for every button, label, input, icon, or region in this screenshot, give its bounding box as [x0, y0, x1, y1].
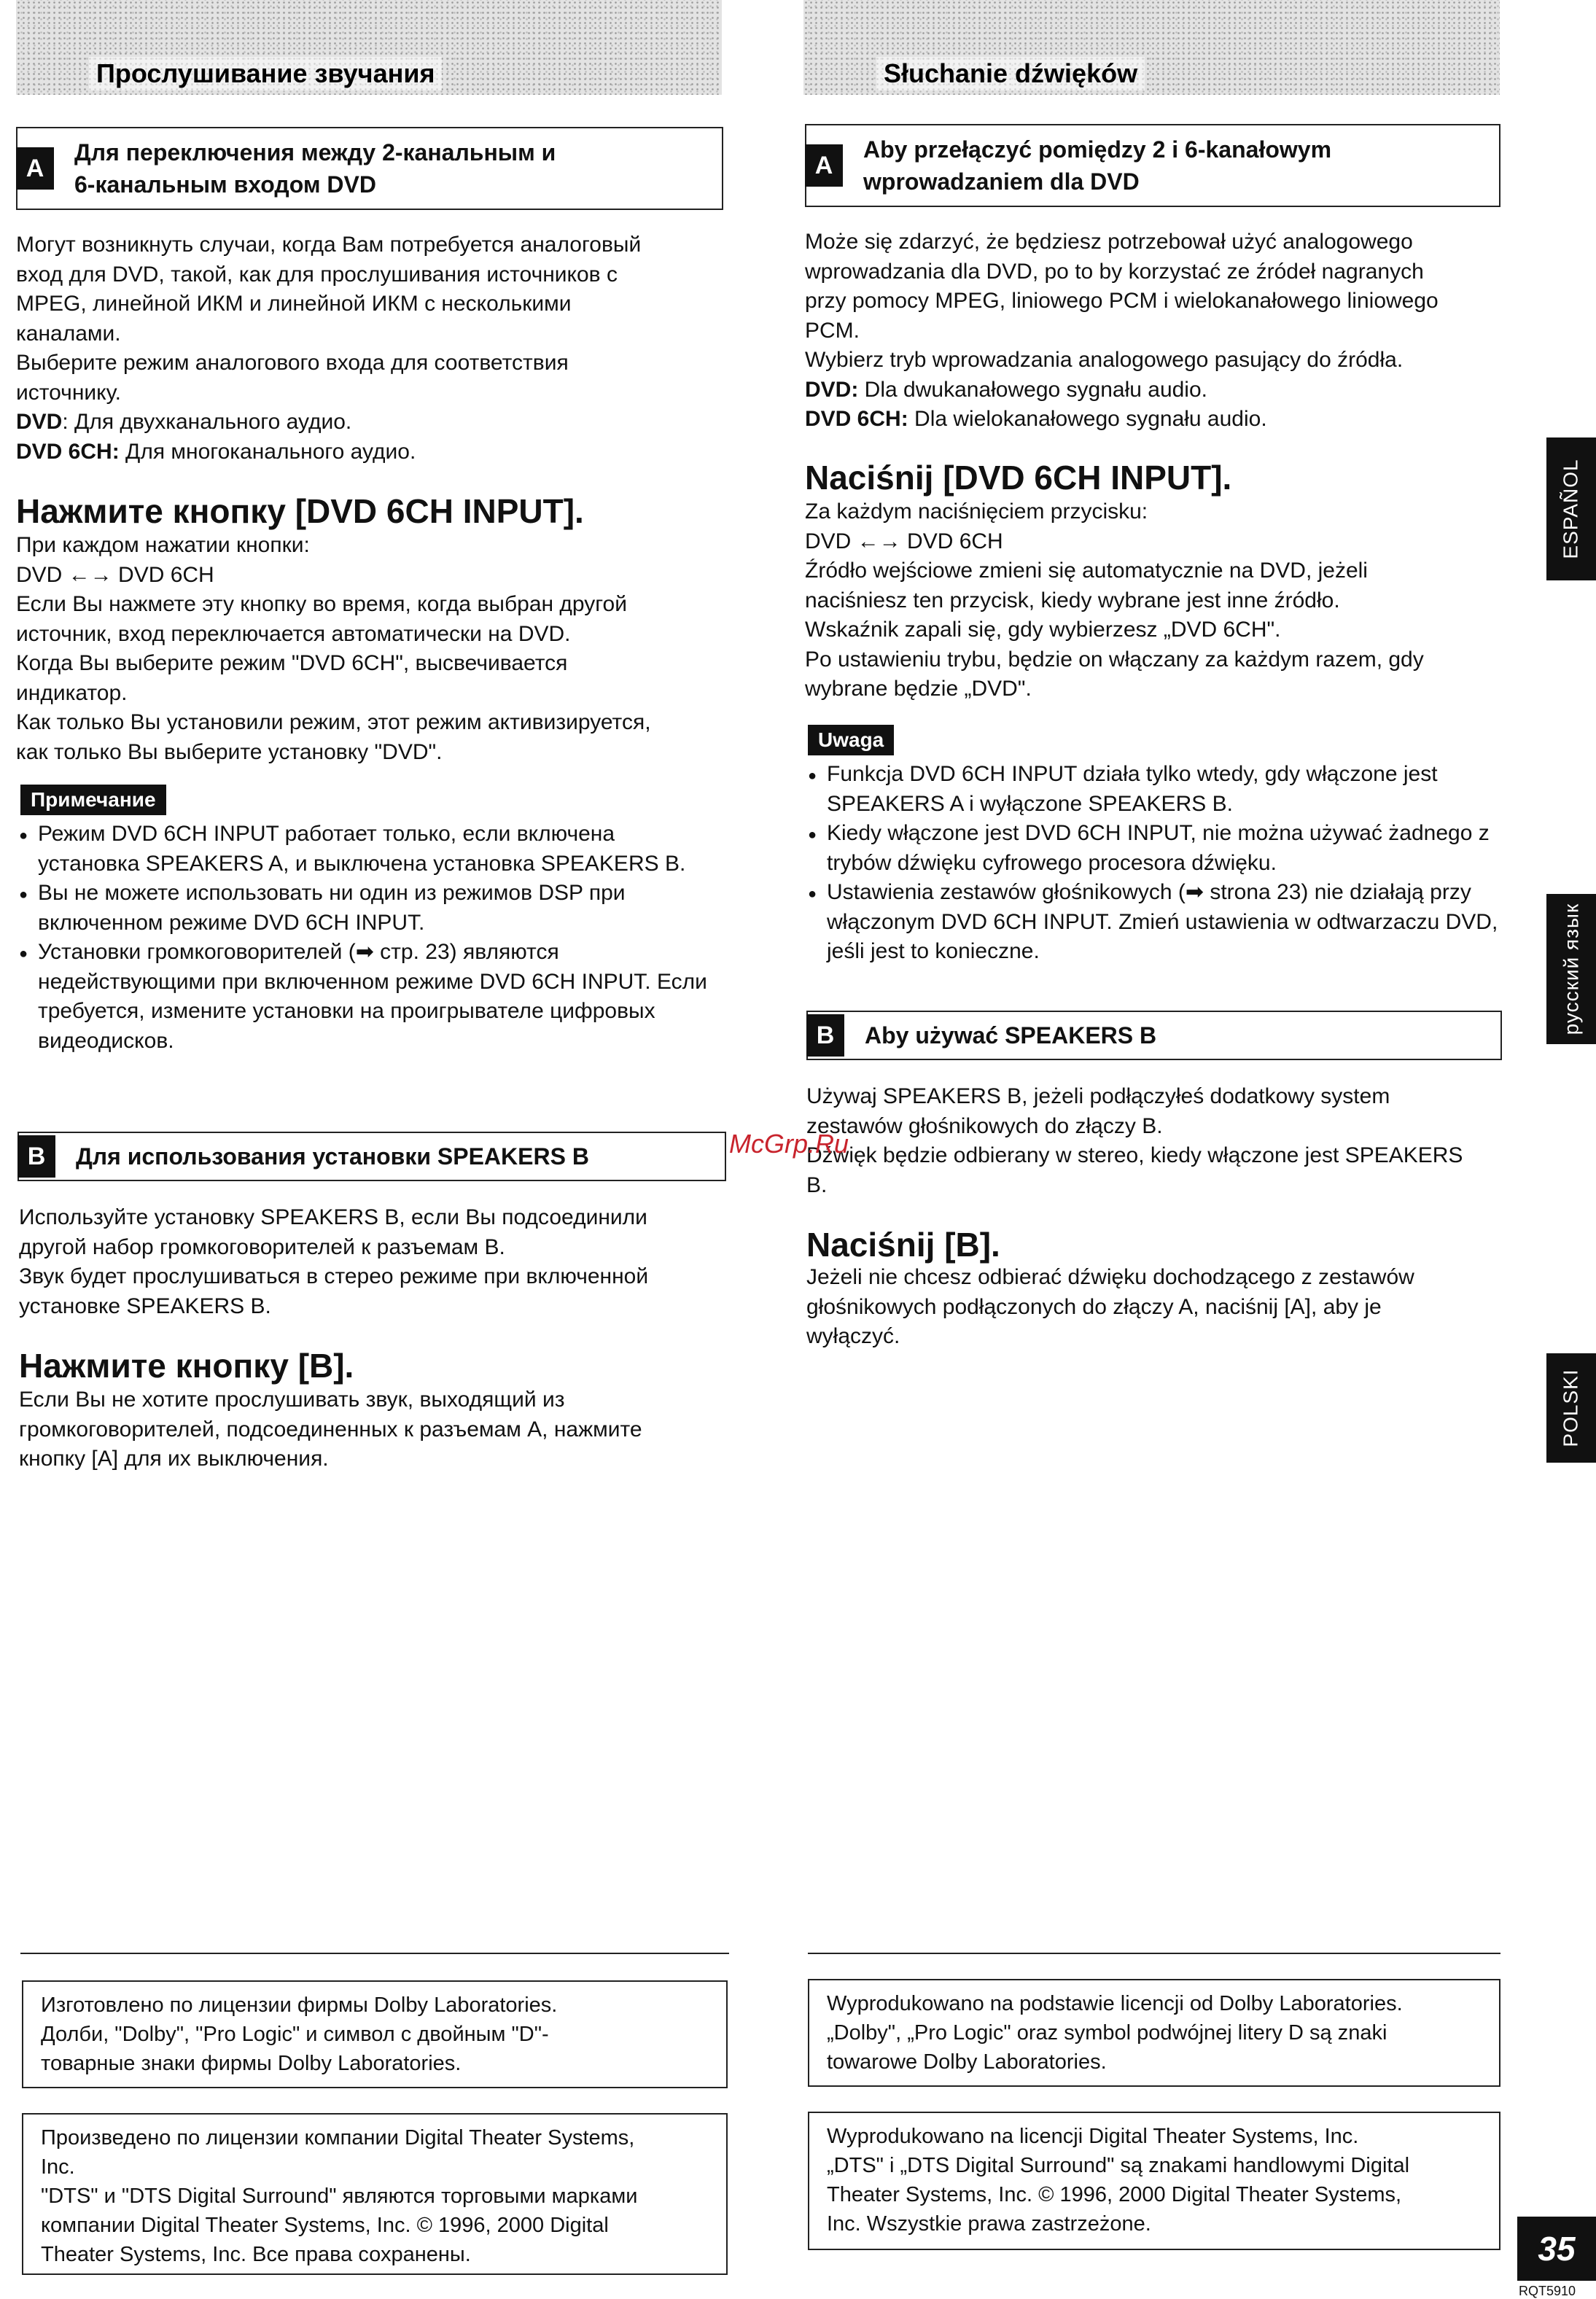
right-section-a-intro [805, 227, 1501, 435]
page-number: 35 [1517, 2217, 1596, 2281]
right-section-a-body [805, 497, 1501, 704]
list-item: ● Kiedy włączone jest DVD 6CH INPUT, nie można używać żadnego z trybów dźwięku cyfrowego procesora dźwięku. [805, 819, 1501, 878]
side-tab-espanol-label: ESPAÑOL [1560, 459, 1583, 559]
left-header-title: Прослушивание звучания [89, 57, 442, 90]
left-legal-dts [22, 2113, 728, 2275]
text-line: B. [806, 1172, 828, 1197]
text-line: кнопку [A] для их выключения. [19, 1447, 329, 1471]
text-line: Долби, "Dolby", "Pro Logic" и символ с двойным "D"- [41, 2023, 549, 2046]
text-line: установке SPEAKERS B. [19, 1294, 271, 1318]
left-section-a-box [16, 127, 723, 210]
text-line: "DTS" и "DTS Digital Surround" являются торговыми марками [41, 2185, 638, 2208]
text-line: другой набор громкоговорителей к разъемам B. [19, 1234, 505, 1259]
right-section-a-title [843, 133, 1331, 198]
text-line: Jeżeli nie chcesz odbierać dźwięku dochodzącego z zestawów [806, 1265, 1414, 1289]
right-section-b-letter: B [806, 1014, 844, 1057]
text-line: wprowadzania dla DVD, po to by korzystać ze źródeł nagranych [805, 259, 1424, 284]
left-section-b-box [17, 1132, 726, 1181]
left-dvd-label: DVD [16, 410, 63, 434]
right-header-title: Słuchanie dźwięków [876, 57, 1145, 90]
right-separator [808, 1953, 1500, 1954]
text-line: Za każdym naciśnięciem przycisku: [805, 499, 1148, 524]
left-header-band [16, 0, 722, 95]
left-notes-list [16, 820, 722, 1056]
right-toggle-line [805, 527, 1501, 557]
left-dvd-line [16, 408, 722, 437]
text-line: Когда Вы выберите режим "DVD 6CH", высвечивается [16, 651, 568, 675]
text-line: zestawów głośnikowych do złączy B. [806, 1113, 1163, 1138]
right-section-b-box [806, 1011, 1502, 1060]
text-line: wyłączyć. [806, 1324, 900, 1348]
side-tab-russian [1546, 894, 1596, 1044]
right-section-a-box [805, 124, 1500, 207]
toggle-b: DVD 6CH [907, 529, 1003, 553]
text-line: Źródło wejściowe zmieni się automatycznie na DVD, jeżeli [805, 559, 1368, 583]
text-line: компании Digital Theater Systems, Inc. © 1996, 2000 Digital [41, 2214, 609, 2237]
text-line: Если Вы не хотите прослушивать звук, выходящий из [19, 1388, 565, 1412]
text-line: товарные знаки фирмы Dolby Laboratories. [41, 2052, 462, 2075]
text-line: „DTS" i „DTS Digital Surround" są znakami handlowymi Digital [827, 2154, 1410, 2177]
text-line: Theater Systems, Inc. Все права сохранены. [41, 2243, 471, 2266]
text-line: towarowe Dolby Laboratories. [827, 2050, 1107, 2074]
text-line: источнику. [16, 380, 121, 405]
right-dvd6ch-text: Dla wielokanałowego sygnału audio. [908, 407, 1267, 431]
text-line: вход для DVD, такой, как для прослушивания источников с [16, 262, 618, 287]
right-note-badge: Uwaga [808, 725, 894, 755]
text-line: Изготовлено по лицензии фирмы Dolby Laboratories. [41, 1993, 558, 2017]
list-item: ● Режим DVD 6CH INPUT работает только, если включена установка SPEAKERS A, и выключена установка SPEAKERS B. [16, 820, 722, 879]
left-section-b-body [19, 1385, 725, 1474]
toggle-b: DVD 6CH [118, 562, 214, 587]
left-section-b-letter: B [17, 1135, 55, 1178]
list-item: ● Вы не можете использовать ни один из режимов DSP при включенном режиме DVD 6CH INPUT. [16, 879, 722, 938]
right-notes-list [805, 760, 1501, 967]
side-tab-polski [1546, 1353, 1596, 1463]
text-line: przy pomocy MPEG, liniowego PCM i wielokanałowego liniowego [805, 289, 1439, 313]
left-dvd6ch-label: DVD 6CH: [16, 439, 120, 464]
text-line: Theater Systems, Inc. © 1996, 2000 Digital Theater Systems, [827, 2183, 1402, 2206]
text-line: каналами. [16, 321, 121, 346]
right-section-b-intro [806, 1082, 1503, 1200]
text-line: Используйте установку SPEAKERS B, если Вы подсоединили [19, 1205, 647, 1229]
right-dvd-line [805, 376, 1501, 405]
text-line: Inc. Wszystkie prawa zastrzeżone. [827, 2212, 1151, 2236]
toggle-a: DVD [805, 529, 852, 553]
right-dvd6ch-line [805, 405, 1501, 435]
side-tab-espanol [1546, 437, 1596, 580]
left-dvd6ch-line [16, 437, 722, 467]
right-section-a-letter: A [805, 144, 843, 187]
left-dvd6ch-text: Для многоканального аудио. [119, 439, 416, 464]
text-line: источник, вход переключается автоматически на DVD. [16, 621, 571, 646]
left-section-a-title-line1: Для переключения между 2-канальным и [74, 139, 556, 166]
left-toggle-line [16, 561, 722, 591]
text-line: naciśniesz ten przycisk, kiedy wybrane jest inne źródło. [805, 588, 1340, 612]
text-line: Могут возникнуть случаи, когда Вам потребуется аналоговый [16, 233, 642, 257]
left-section-b-intro [19, 1203, 725, 1321]
left-section-a-letter: A [16, 147, 54, 190]
right-dvd-text: Dla dwukanałowego sygnału audio. [858, 377, 1207, 402]
left-section-a-title [54, 136, 556, 201]
text-line: Выберите режим аналогового входа для соответствия [16, 351, 569, 375]
text-line: MPEG, линейной ИКМ и линейной ИКМ с несколькими [16, 292, 572, 316]
right-header-band [803, 0, 1500, 95]
text-line: индикатор. [16, 680, 128, 705]
text-line: PCM. [805, 318, 860, 343]
right-section-a-heading: Naciśnij [DVD 6CH INPUT]. [805, 459, 1232, 497]
side-tab-polski-label: POLSKI [1560, 1369, 1583, 1447]
text-line: Wskaźnik zapali się, gdy wybierzesz „DVD 6CH". [805, 618, 1281, 642]
left-section-b-title: Для использования установки SPEAKERS B [76, 1143, 589, 1170]
text-line: Если Вы нажмете эту кнопку во время, когда выбран другой [16, 592, 627, 616]
right-section-b-title: Aby używać SPEAKERS B [865, 1022, 1157, 1049]
right-section-b-body [806, 1263, 1503, 1352]
text-line: Inc. [41, 2155, 75, 2179]
left-separator [20, 1953, 729, 1954]
text-line: Może się zdarzyć, że będziesz potrzebował użyć analogowego [805, 230, 1413, 254]
right-section-a-title-line2: wprowadzaniem dla DVD [863, 168, 1140, 195]
right-legal-dolby [808, 1979, 1500, 2087]
text-line: Dźwięk będzie odbierany w stereo, kiedy włączone jest SPEAKERS [806, 1143, 1463, 1167]
text-line: Wyprodukowano na licencji Digital Theater Systems, Inc. [827, 2125, 1359, 2148]
toggle-arrow-icon: ←→ [68, 562, 112, 587]
left-section-a-body [16, 531, 722, 767]
text-line: Произведено по лицензии компании Digital Theater Systems, [41, 2126, 635, 2150]
page-code: RQT5910 [1519, 2284, 1576, 2298]
text-line: Używaj SPEAKERS B, jeżeli podłączyłeś dodatkowy system [806, 1084, 1390, 1108]
text-line: При каждом нажатии кнопки: [16, 533, 310, 557]
text-line: „Dolby", „Pro Logic" oraz symbol podwójnej litery D są znaki [827, 2021, 1387, 2045]
left-section-a-heading: Нажмите кнопку [DVD 6CH INPUT]. [16, 492, 584, 530]
toggle-arrow-icon: ←→ [857, 529, 901, 553]
right-section-a-title-line1: Aby przełączyć pomiędzy 2 i 6-kanałowym [863, 136, 1332, 163]
list-item: ● Ustawienia zestawów głośnikowych (➡ strona 23) nie działają przy włączonym DVD 6CH INPUT. Zmień ustawienia w odtwarzaczu DVD, jeśli jest to konieczne. [805, 878, 1501, 967]
text-line: Po ustawieniu trybu, będzie on włączany za każdym razem, gdy [805, 647, 1424, 672]
text-line: głośnikowych podłączonych do złączy A, naciśnij [A], aby je [806, 1294, 1382, 1319]
text-line: Звук будет прослушиваться в стерео режиме при включенной [19, 1264, 649, 1288]
text-line: Wyprodukowano na podstawie licencji od Dolby Laboratories. [827, 1992, 1403, 2015]
list-item: ● Установки громкоговорителей (➡ стр. 23) являются недействующими при включенном режиме DVD 6CH INPUT. Если требуется, измените установки на проигрывателе цифровых видеодисков. [16, 938, 722, 1056]
left-dvd-text: : Для двухканального аудио. [62, 410, 352, 434]
left-legal-dolby [22, 1980, 728, 2088]
list-item: ● Funkcja DVD 6CH INPUT działa tylko wtedy, gdy włączone jest SPEAKERS A i wyłączone SPEAKERS B. [805, 760, 1501, 819]
right-section-b-heading: Naciśnij [B]. [806, 1226, 1000, 1264]
left-section-a-intro [16, 230, 722, 467]
right-dvd6ch-label: DVD 6CH: [805, 407, 908, 431]
watermark: McGrp.Ru [729, 1129, 849, 1159]
text-line: Как только Вы установили режим, этот режим активизируется, [16, 710, 651, 734]
right-legal-dts [808, 2112, 1500, 2250]
side-tab-russian-label: русский язык [1560, 903, 1583, 1035]
text-line: громкоговорителей, подсоединенных к разъемам A, нажмите [19, 1417, 642, 1442]
text-line: wybrane będzie „DVD". [805, 677, 1032, 701]
right-dvd-label: DVD: [805, 377, 859, 402]
left-section-a-title-line2: 6-канальным входом DVD [74, 171, 376, 198]
text-line: как только Вы выберите установку "DVD". [16, 739, 443, 764]
toggle-a: DVD [16, 562, 63, 587]
text-line: Wybierz tryb wprowadzania analogowego pasujący do źródła. [805, 348, 1404, 372]
left-note-badge: Примечание [20, 785, 166, 815]
left-section-b-heading: Нажмите кнопку [B]. [19, 1347, 354, 1385]
